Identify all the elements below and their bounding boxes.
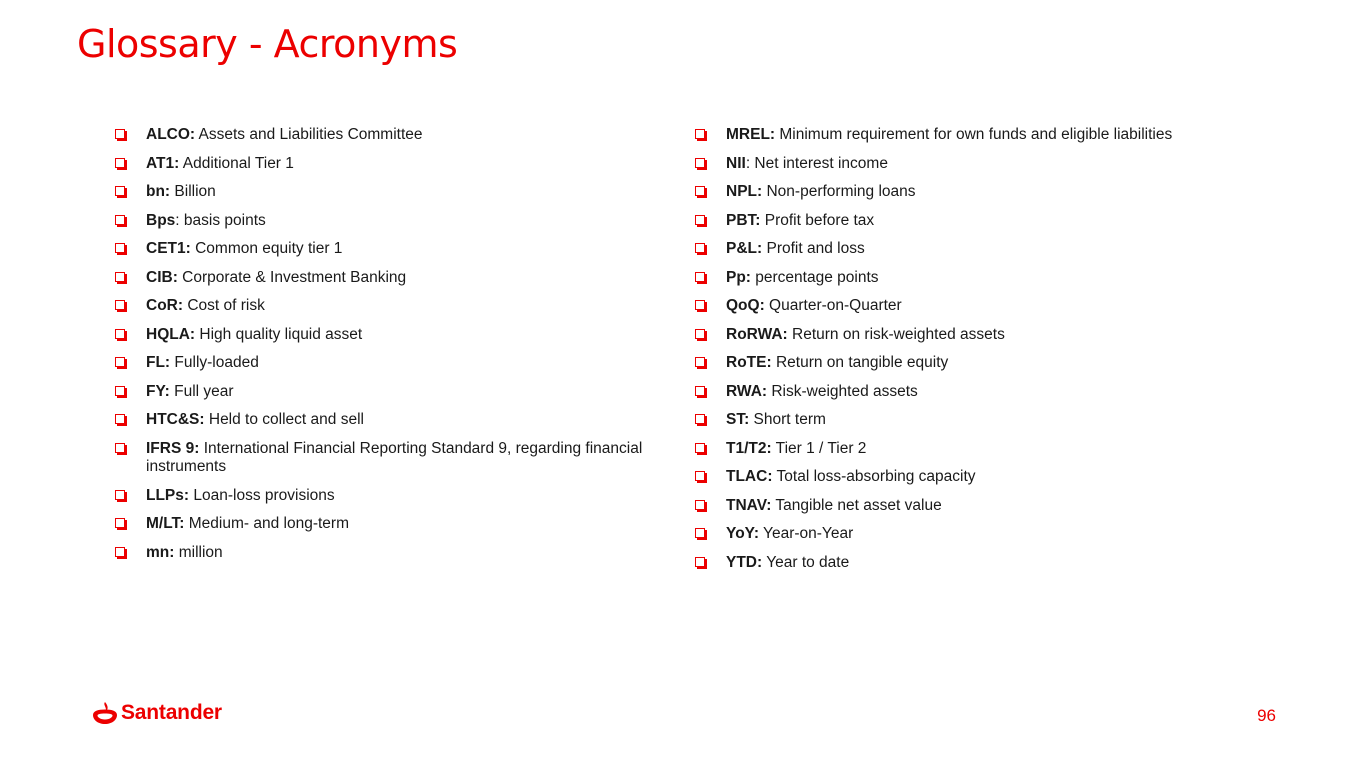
glossary-term: RWA: [726,382,768,400]
glossary-left-column [115,126,675,572]
glossary-term: QoQ: [726,297,765,314]
checkbox-bullet-icon [695,528,705,538]
glossary-definition: : basis points [175,211,266,229]
glossary-item [115,269,675,288]
glossary-definition: Billion [170,183,216,200]
checkbox-bullet-icon [115,329,125,339]
glossary-definition: Return on tangible equity [771,354,949,371]
checkbox-bullet-icon [115,186,125,196]
checkbox-bullet-icon [695,243,705,253]
checkbox-bullet-icon [115,215,125,225]
glossary-item [695,326,1295,345]
glossary-item [115,126,675,145]
checkbox-bullet-icon [115,300,125,310]
glossary-item [695,212,1295,231]
checkbox-bullet-icon [695,357,705,367]
checkbox-bullet-icon [115,272,125,282]
glossary-term: RoTE: [726,354,772,371]
glossary-definition: Minimum requirement for own funds and eligible liabilities [775,126,1173,143]
glossary-item [115,240,675,259]
glossary-item [695,183,1295,202]
glossary-term: mn: [146,543,175,561]
glossary-definition: Medium- and long-term [184,515,349,532]
checkbox-bullet-icon [695,386,705,396]
glossary-definition: Short term [749,411,826,428]
glossary-item [115,487,675,506]
glossary-definition: Common equity tier 1 [190,240,343,257]
checkbox-bullet-icon [695,215,705,225]
glossary-item [115,183,675,202]
glossary-definition: Loan-loss provisions [189,486,335,504]
glossary-definition: Cost of risk [183,297,265,314]
glossary-term: NII [726,154,746,172]
glossary-term: Bps [146,211,176,229]
glossary-definition: Non-performing loans [762,183,916,200]
glossary-definition: Full year [169,382,234,400]
glossary-definition: Assets and Liabilities Committee [195,126,423,143]
glossary-definition: Fully-loaded [170,354,259,371]
glossary-item [695,525,1295,544]
checkbox-bullet-icon [115,547,125,557]
checkbox-bullet-icon [695,414,705,424]
glossary-definition: Held to collect and sell [204,411,364,428]
glossary-item [115,155,675,174]
checkbox-bullet-icon [115,443,125,453]
checkbox-bullet-icon [695,557,705,567]
glossary-term: ALCO: [146,126,196,143]
checkbox-bullet-icon [115,386,125,396]
glossary-item [695,383,1295,402]
glossary-term: P&L: [726,240,763,257]
glossary-item [695,126,1295,145]
glossary-item [695,354,1295,373]
glossary-definition: Tangible net asset value [771,496,942,514]
glossary-term: RoRWA: [726,325,788,343]
checkbox-bullet-icon [115,414,125,424]
glossary-definition: Total loss-absorbing capacity [772,468,976,485]
glossary-term: CoR: [146,297,184,314]
glossary-definition: International Financial Reporting Standard 9, regarding financial instruments [146,439,643,475]
checkbox-bullet-icon [695,186,705,196]
glossary-definition: Tier 1 / Tier 2 [771,439,867,457]
glossary-item [115,212,675,231]
checkbox-bullet-icon [115,129,125,139]
glossary-definition: percentage points [750,268,879,286]
glossary-term: ST: [726,411,750,428]
glossary-definition: million [174,543,223,561]
glossary-definition: Risk-weighted assets [767,382,918,400]
glossary-term: FY: [146,382,170,400]
glossary-item [695,497,1295,516]
glossary-item [695,240,1295,259]
glossary-term: YoY: [726,525,760,542]
checkbox-bullet-icon [695,272,705,282]
glossary-item [695,440,1295,459]
checkbox-bullet-icon [115,243,125,253]
glossary-definition: Corporate & Investment Banking [177,268,407,286]
glossary-item [115,440,675,477]
checkbox-bullet-icon [115,490,125,500]
santander-logo [92,701,222,725]
checkbox-bullet-icon [695,329,705,339]
checkbox-bullet-icon [695,300,705,310]
flame-icon [92,701,118,725]
glossary-term: TLAC: [726,468,773,485]
glossary-item [115,297,675,316]
checkbox-bullet-icon [695,500,705,510]
checkbox-bullet-icon [695,471,705,481]
glossary-definition: Quarter-on-Quarter [764,297,902,314]
glossary-item [115,411,675,430]
glossary-definition: Additional Tier 1 [179,154,294,172]
glossary-term: MREL: [726,126,776,143]
glossary-definition: Year-on-Year [759,525,854,542]
glossary-item [115,544,675,563]
glossary-definition: Profit and loss [762,240,865,257]
glossary-item [115,515,675,534]
glossary-item [695,269,1295,288]
glossary-term: FL: [146,354,171,371]
checkbox-bullet-icon [695,158,705,168]
glossary-term: CIB: [146,268,178,286]
checkbox-bullet-icon [695,129,705,139]
glossary-definition: High quality liquid asset [195,325,363,343]
glossary-term: PBT: [726,211,761,229]
glossary-definition: : Net interest income [745,154,888,172]
glossary-item [695,554,1295,573]
checkbox-bullet-icon [115,357,125,367]
glossary-term: YTD: [726,553,763,571]
checkbox-bullet-icon [115,518,125,528]
glossary-item [695,297,1295,316]
checkbox-bullet-icon [695,443,705,453]
glossary-item [695,155,1295,174]
glossary-term: TNAV: [726,496,772,514]
glossary-definition: Profit before tax [760,211,875,229]
glossary-term: AT1: [146,154,180,172]
page-number: 96 [1257,706,1276,725]
glossary-item [115,354,675,373]
glossary-definition: Year to date [762,553,850,571]
glossary-term: HTC&S: [146,411,205,428]
glossary-item [115,326,675,345]
checkbox-bullet-icon [115,158,125,168]
glossary-term: LLPs: [146,486,190,504]
glossary-item [695,468,1295,487]
glossary-right-column [695,126,1295,582]
brand-name: Santander [121,701,222,724]
glossary-term: Pp: [726,268,751,286]
glossary-item [695,411,1295,430]
page-title: Glossary - Acronyms [77,22,458,66]
glossary-term: NPL: [726,183,763,200]
glossary-term: HQLA: [146,325,196,343]
glossary-definition: Return on risk-weighted assets [787,325,1005,343]
glossary-item [115,383,675,402]
glossary-term: T1/T2: [726,439,772,457]
glossary-term: bn: [146,183,171,200]
glossary-term: IFRS 9: [146,439,200,457]
glossary-term: CET1: [146,240,191,257]
glossary-term: M/LT: [146,515,185,532]
